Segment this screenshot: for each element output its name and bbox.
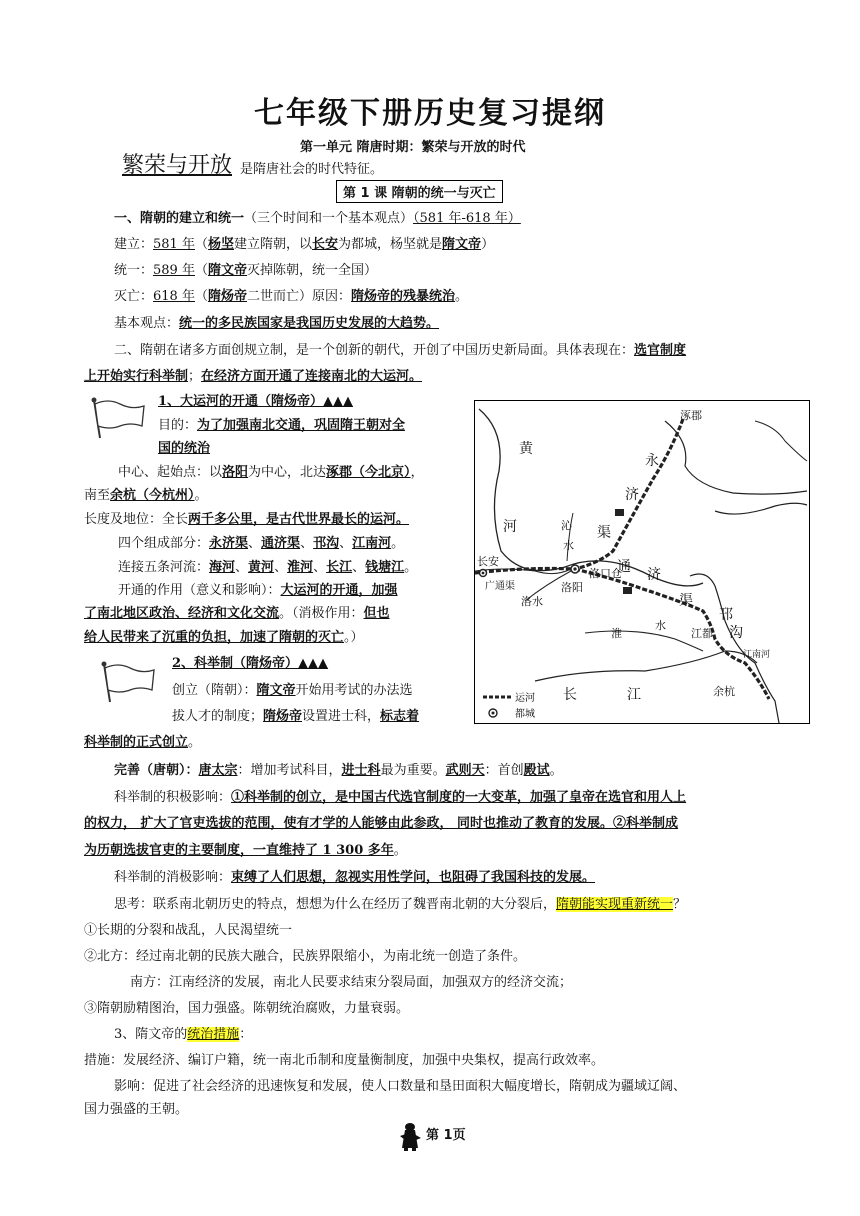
- canal-mudi-2: 国的统治: [158, 441, 211, 456]
- section-1-heading: 一、隋朝的建立和统一（三个时间和一个基本观点）（581 年-618 年）: [114, 211, 521, 226]
- section-3-effect-2: 国力强盛的王朝。: [84, 1102, 189, 1117]
- map-label-huang: 黄: [519, 441, 533, 457]
- map-label-jiangdu: 江都: [691, 627, 713, 640]
- map-label-qu2: 渠: [679, 593, 693, 609]
- map-label-guangtong: 广通渠: [485, 581, 515, 592]
- map-label-zhuojun: 涿郡: [680, 409, 702, 422]
- map-label-ji: 济: [625, 487, 639, 503]
- grand-canal-map: [474, 400, 810, 724]
- map-label-he: 河: [503, 519, 517, 535]
- section-3-effect-1: 影响：促进了社会经济的迅速恢复和发展，使人口数量和垦田面积大幅度增长，隋朝成为疆域辽阔、: [114, 1079, 687, 1094]
- map-label-jiangnan: 江南河: [743, 650, 771, 660]
- miewang-line: 灭亡：618 年（隋炀帝二世而亡）原因：隋炀帝的残暴统治。: [114, 289, 469, 304]
- keju-positive-2: 的权力， 扩大了官吏选拔的范围，使有才学的人能够由此参政， 同时也推动了教育的发展。②科举制成: [84, 816, 679, 831]
- section-2-line2: 上开始实行科举制；在经济方面开通了连接南北的大运河。: [84, 369, 423, 384]
- flag-icon: [90, 396, 146, 440]
- canal-effect-1: 开通的作用（意义和影响）：大运河的开通，加强: [118, 583, 398, 598]
- think-reason-2: ②北方：经过南北朝的民族大融合，民族界限缩小，为南北统一创造了条件。: [84, 949, 527, 964]
- tagline-big: 繁荣与开放: [122, 153, 233, 178]
- keju-positive-3: 为历朝选拔官吏的主要制度，一直维持了 1 300 多年。: [84, 843, 407, 858]
- scholar-icon: [398, 1122, 422, 1152]
- section-3-measures: 措施：发展经济、编订户籍，统一南北币制和度量衡制度，加强中央集权，提高行政效率。: [84, 1053, 605, 1068]
- canal-parts: 四个组成部分：永济渠、通济渠、邗沟、江南河。: [118, 536, 405, 551]
- think-reason-3: 南方：江南经济的发展，南北人民要求结束分裂局面，加强双方的经济交流；: [130, 975, 573, 990]
- map-label-yong: 永: [645, 453, 659, 469]
- map-label-qu: 渠: [597, 525, 611, 541]
- think-reason-4: ③隋朝励精图治，国力强盛。陈朝统治腐败，力量衰弱。: [84, 1001, 410, 1016]
- legend-canal: 运河: [515, 693, 535, 704]
- lesson-title: 第 1 课 隋朝的统一与灭亡: [336, 180, 503, 203]
- tagline-rest: 是隋唐社会的时代特征。: [240, 162, 384, 177]
- keju-create-3: 科举制的正式创立。: [84, 735, 202, 750]
- canal-effect-3: 给人民带来了沉重的负担，加速了隋朝的灭亡。）: [84, 630, 364, 645]
- flag-icon: [100, 660, 156, 704]
- map-label-shui2: 水: [655, 619, 666, 632]
- map-label-jiang: 江: [627, 687, 641, 703]
- tongyi-line: 统一：589 年（隋文帝灭掉陈朝，统一全国）: [114, 263, 378, 278]
- keju-create-1: 创立（隋朝）：隋文帝开始用考试的办法选: [172, 683, 413, 698]
- section-2-line1: 二、隋朝在诸多方面创规立制，是一个创新的朝代，开创了中国历史新局面。具体表现在：选官制度: [114, 343, 687, 358]
- keju-create-2: 拔人才的制度；隋炀帝设置进士科，标志着: [172, 709, 420, 724]
- map-label-tong: 通: [617, 559, 631, 575]
- map-label-han: 邗: [719, 607, 733, 623]
- map-label-huai: 淮: [611, 627, 622, 640]
- page-title: 七年级下册历史复习提纲: [254, 96, 606, 131]
- canal-heading: 1、大运河的开通（隋炀帝）▲▲▲: [158, 394, 354, 409]
- map-label-gou: 沟: [729, 625, 743, 641]
- think-question: 思考：联系南北朝历史的特点，想想为什么在经历了魏晋南北朝的大分裂后，隋朝能实现重新统一？: [114, 897, 687, 912]
- map-label-luoshui: 洛水: [521, 595, 543, 608]
- map-label-qin: 沁: [561, 519, 572, 532]
- keju-improve: 完善（唐朝）：唐太宗：增加考试科目，进士科最为重要。武则天：首创殿试。: [114, 763, 563, 778]
- canal-rivers: 连接五条河流：海河、黄河、淮河、长江、钱塘江。: [118, 560, 418, 575]
- map-label-luoyang: 洛阳: [561, 581, 583, 594]
- canal-mudi: 目的：为了加强南北交通，巩固隋王朝对全: [158, 418, 406, 433]
- jianli-line: 建立：581 年（杨坚建立隋朝，以长安为都城，杨坚就是隋文帝）: [114, 237, 495, 252]
- page-number: 第 1页: [426, 1128, 466, 1143]
- map-label-shui: 水: [563, 539, 574, 552]
- canal-center: 中心、起始点：以洛阳为中心，北达涿郡（今北京），: [118, 465, 424, 480]
- keju-positive-1: 科举制的积极影响：①科举制的创立，是中国古代选官制度的一大变革，加强了皇帝在选官和用人上: [114, 790, 687, 805]
- legend-capital: 都城: [515, 709, 535, 720]
- map-label-yuhang: 余杭: [713, 685, 735, 698]
- canal-effect-2: 了南北地区政治、经济和文化交流。（消极作用：但也: [84, 606, 390, 621]
- map-label-changan: 长安: [477, 555, 499, 568]
- map-label-chang: 长: [563, 687, 577, 703]
- map-label-ji2: 济: [647, 567, 661, 583]
- unit-heading: 第一单元 隋唐时期：繁荣与开放的时代: [300, 140, 526, 155]
- map-label-luokou: 洛口仓: [589, 567, 622, 580]
- canal-south: 南至余杭（今杭州）。: [84, 488, 208, 503]
- guandian-line: 基本观点：统一的多民族国家是我国历史发展的大趋势。: [114, 316, 440, 331]
- think-reason-1: ①长期的分裂和战乱，人民渴望统一: [84, 923, 293, 938]
- keju-negative: 科举制的消极影响：束缚了人们思想，忽视实用性学问，也阻碍了我国科技的发展。: [114, 870, 596, 885]
- keju-heading: 2、科举制（隋炀帝）▲▲▲: [172, 656, 329, 671]
- canal-length: 长度及地位：全长两千多公里，是古代世界最长的运河。: [84, 512, 410, 527]
- section-3-heading: 3、隋文帝的统治措施：: [114, 1027, 253, 1042]
